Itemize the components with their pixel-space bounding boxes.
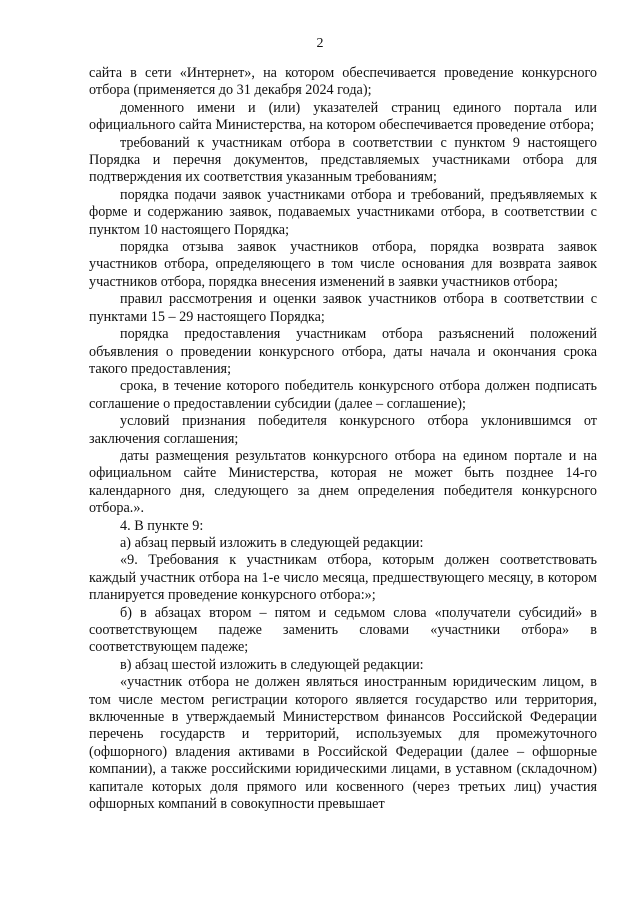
paragraph: даты размещения результатов конкурсного отбора на едином портале и на официальном сайте Министерства, которая не может быть позднее 14-го календарного дня, следующего за днем определения победителя конкурсного отбора.». — [89, 447, 597, 517]
paragraph: 4. В пункте 9: — [120, 517, 204, 534]
paragraph: порядка отзыва заявок участников отбора, порядка возврата заявок участников отбора, определяющего в том числе основания для возврата заявок участников отбора, порядка внесения изменений в заявки участников отбора; — [89, 239, 597, 290]
paragraph: правил рассмотрения и оценки заявок участников отбора в соответствии с пунктами 15 – 29 настоящего Порядка; — [89, 291, 597, 325]
paragraph: «участник отбора не должен являться иностранным юридическим лицом, в том числе местом регистрации которого является государство или территория, включенные в утверждаемый Министерством финансов Российской Федерации перечень государств и территорий, используемых для промежуточного (офшорного) владения активами в Российской Федерации (далее – офшорные компании), а также российскими юридическими лицами, в уставном (складочном) капитале которых доля прямого или косвенного (через третьих лиц) участия офшорных компаний в совокупности превышает — [89, 674, 597, 813]
paragraph: в) абзац шестой изложить в следующей редакции: — [120, 656, 424, 673]
paragraph: б) в абзацах втором – пятом и седьмом слова «получатели субсидий» в соответствующем падеже заменить словами «участники отбора» в соответствующем падеже; — [89, 604, 597, 656]
paragraph: сайта в сети «Интернет», на котором обеспечивается проведение конкурсного отбора (применяется до 31 декабря 2024 года); — [89, 65, 597, 99]
paragraph: условий признания победителя конкурсного отбора уклонившимся от заключения соглашения; — [89, 413, 597, 447]
page-number: 2 — [316, 36, 324, 51]
document-body — [89, 65, 597, 813]
paragraph: требований к участникам отбора в соответствии с пунктом 9 настоящего Порядка и перечня документов, представляемых участниками отбора для подтверждения их соответствия указанным требованиям; — [89, 134, 597, 186]
paragraph: порядка предоставления участникам отбора разъяснений положений объявления о проведении конкурсного отбора, даты начала и окончания срока такого предоставления; — [89, 326, 597, 377]
paragraph: порядка подачи заявок участниками отбора и требований, предъявляемых к форме и содержанию заявок, подаваемых участниками отбора, в соответствии с пунктом 10 настоящего Порядка; — [89, 186, 597, 238]
paragraph: срока, в течение которого победитель конкурсного отбора должен подписать соглашение о предоставлении субсидии (далее – соглашение); — [89, 378, 597, 412]
paragraph: доменного имени и (или) указателей страниц единого портала или официального сайта Министерства, на котором обеспечивается проведение отбора; — [89, 99, 597, 134]
paragraph: «9. Требования к участникам отбора, которым должен соответствовать каждый участник отбора на 1-е число месяца, предшествующего месяцу, в котором планируется проведение конкурсного отбора:»; — [89, 552, 597, 604]
paragraph: а) абзац первый изложить в следующей редакции: — [120, 534, 424, 551]
